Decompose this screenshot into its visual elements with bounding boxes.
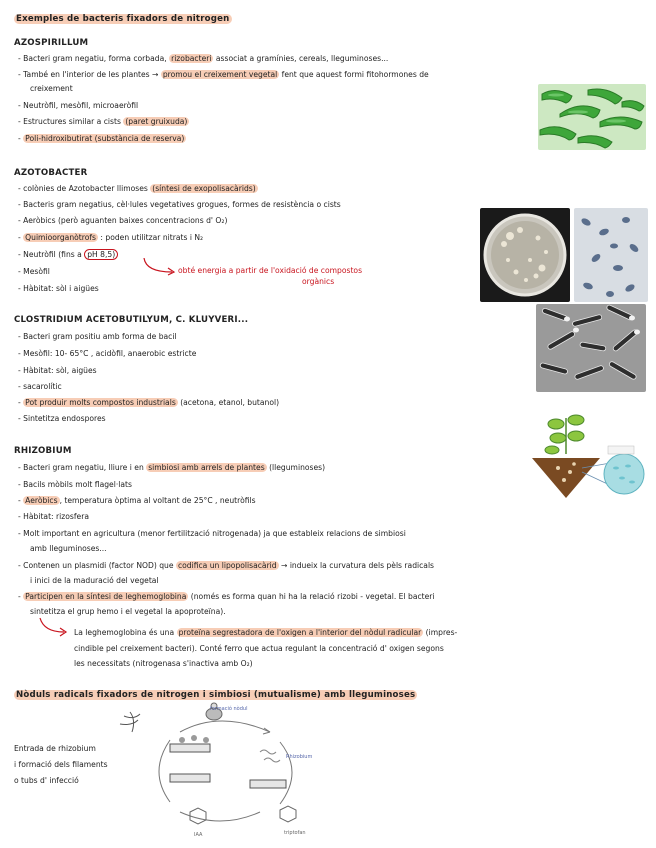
- fig-label-rhizobium: Rhizobium: [286, 754, 313, 760]
- fig-label-iaa: IAA: [194, 832, 203, 838]
- azotobacter-line-2: - Bacteris gram negatius, cèl·lules vegetatives grogues, formes de resistència o cists: [18, 200, 341, 210]
- azospirillum-line-2b: creixement: [30, 84, 73, 93]
- rhizobium-nodule-illustration: [512, 410, 648, 502]
- rhizobium-line-6b: i inici de la maduració del vegetal: [30, 576, 159, 585]
- rhizobium-heading: RHIZOBIUM: [14, 446, 72, 456]
- nodules-side-text-1: Entrada de rhizobium: [14, 744, 96, 753]
- azospirillum-heading: AZOSPIRILLUM: [14, 38, 89, 48]
- clostridium-line-5: - Pot produir molts compostos industrials (acetona, etanol, butanol): [18, 398, 279, 408]
- rhizobium-line-7: - Participen en la síntesi de leghemoglobina (només es forma quan hi ha la relació rizobi - vegetal. El bacteri: [18, 592, 435, 602]
- rhizobium-line-2: - Bacils mòbils molt flagel·lats: [18, 480, 132, 490]
- clostridium-line-2: - Mesòfil: 10- 65°C , acidòfil, anaerobic estricte: [18, 349, 196, 359]
- doc-title: Exemples de bacteris fixadors de nitrogen: [16, 14, 230, 24]
- azotobacter-petri-dish: [480, 208, 570, 302]
- rhizobium-line-3: - Aeròbics , temperatura òptima al voltant de 25°C , neutròfils: [18, 496, 256, 506]
- clostridium-micrograph: [536, 304, 646, 392]
- azotobacter-annotation-1: obté energia a partir de l'oxidació de compostos: [178, 266, 363, 275]
- nodule-formation-diagram: [110, 702, 340, 842]
- leghemoglobin-arrow: [38, 616, 70, 638]
- rhizobium-line-8b: cindible pel creixement bacteri). Conté ferro que actua regulant la concentració d' oxigen segons: [74, 644, 444, 653]
- rhizobium-line-8c: les necessitats (nitrogenasa s'inactiva amb O₂): [74, 659, 253, 668]
- clostridium-heading: CLOSTRIDIUM ACETOBUTILYUM, C. KLUYVERI...: [14, 315, 249, 325]
- rhizobium-line-6: - Contenen un plasmidi (factor NOD) que codifica un lipopolisacàrid → indueix la curvatura dels pèls radicals: [18, 561, 434, 571]
- annotation-arrow: [140, 258, 180, 278]
- rhizobium-line-5b: amb lleguminoses...: [30, 544, 107, 553]
- azospirillum-line-2: - També en l'interior de les plantes → promou el creixement vegetal fent que aquest formi fitohormones de: [18, 70, 429, 80]
- azotobacter-heading: AZOTOBACTER: [14, 168, 88, 178]
- azospirillum-line-5: - Poli-hidroxibutirat (substància de reserva): [18, 134, 186, 144]
- clostridium-line-4: - sacarolític: [18, 382, 62, 392]
- clostridium-line-3: - Hàbitat: sòl, aigües: [18, 366, 97, 376]
- azotobacter-line-1: - colònies de Azotobacter llimoses (síntesi de exopolisacàrids): [18, 184, 258, 194]
- clostridium-line-1: - Bacteri gram positiu amb forma de bacil: [18, 332, 177, 342]
- rhizobium-line-8: La leghemoglobina és una proteïna segrestadora de l'oxigen a l'interior del nòdul radicular (impres-: [74, 628, 458, 637]
- azotobacter-line-3: - Aeròbics (però aguanten baixes concentracions d' O₂): [18, 216, 227, 226]
- azotobacter-line-6: - Mesòfil: [18, 267, 50, 277]
- azospirillum-line-3: - Neutròfil, mesòfil, microaeròfil: [18, 101, 138, 111]
- azospirillum-line-1: - Bacteri gram negatiu, forma corbada, rizobacteri associat a gramínies, cereals, lleguminoses...: [18, 54, 388, 64]
- rhizobium-line-7b: sintetitza el grup hemo i el vegetal la apoproteïna).: [30, 607, 226, 616]
- rhizobium-line-4: - Hàbitat: rizosfera: [18, 512, 89, 522]
- azotobacter-annotation-2: orgànics: [302, 277, 335, 286]
- azospirillum-micrograph: [538, 84, 646, 150]
- fig-label-tryptophan: triptofan: [284, 830, 306, 836]
- azotobacter-micrograph: [574, 208, 648, 302]
- azospirillum-line-4: - Estructures similar a cists (paret gruixuda): [18, 117, 189, 127]
- rhizobium-line-5: - Molt important en agricultura (menor fertilització nitrogenada) ja que estableix relacions de simbiosi: [18, 529, 406, 539]
- azotobacter-line-5: - Neutròfil (fins a pH 8,5): [18, 250, 118, 260]
- clostridium-line-6: - Sintetitza endospores: [18, 414, 106, 424]
- azotobacter-line-4: - Quimioorganòtrofs : poden utilitzar nitrats i N₂: [18, 233, 203, 243]
- nodules-side-text-3: o tubs d' infecció: [14, 776, 79, 785]
- nodules-heading: Nòduls radicals fixadors de nitrogen i simbiosi (mutualisme) amb lleguminoses: [16, 690, 416, 700]
- rhizobium-line-1: - Bacteri gram negatiu, lliure i en simbiosi amb arrels de plantes (lleguminoses): [18, 463, 325, 473]
- azotobacter-line-7: - Hàbitat: sòl i aigües: [18, 284, 99, 294]
- fig-label-nodule: formació nòdul: [210, 706, 248, 712]
- nodules-side-text-2: i formació dels filaments: [14, 760, 108, 769]
